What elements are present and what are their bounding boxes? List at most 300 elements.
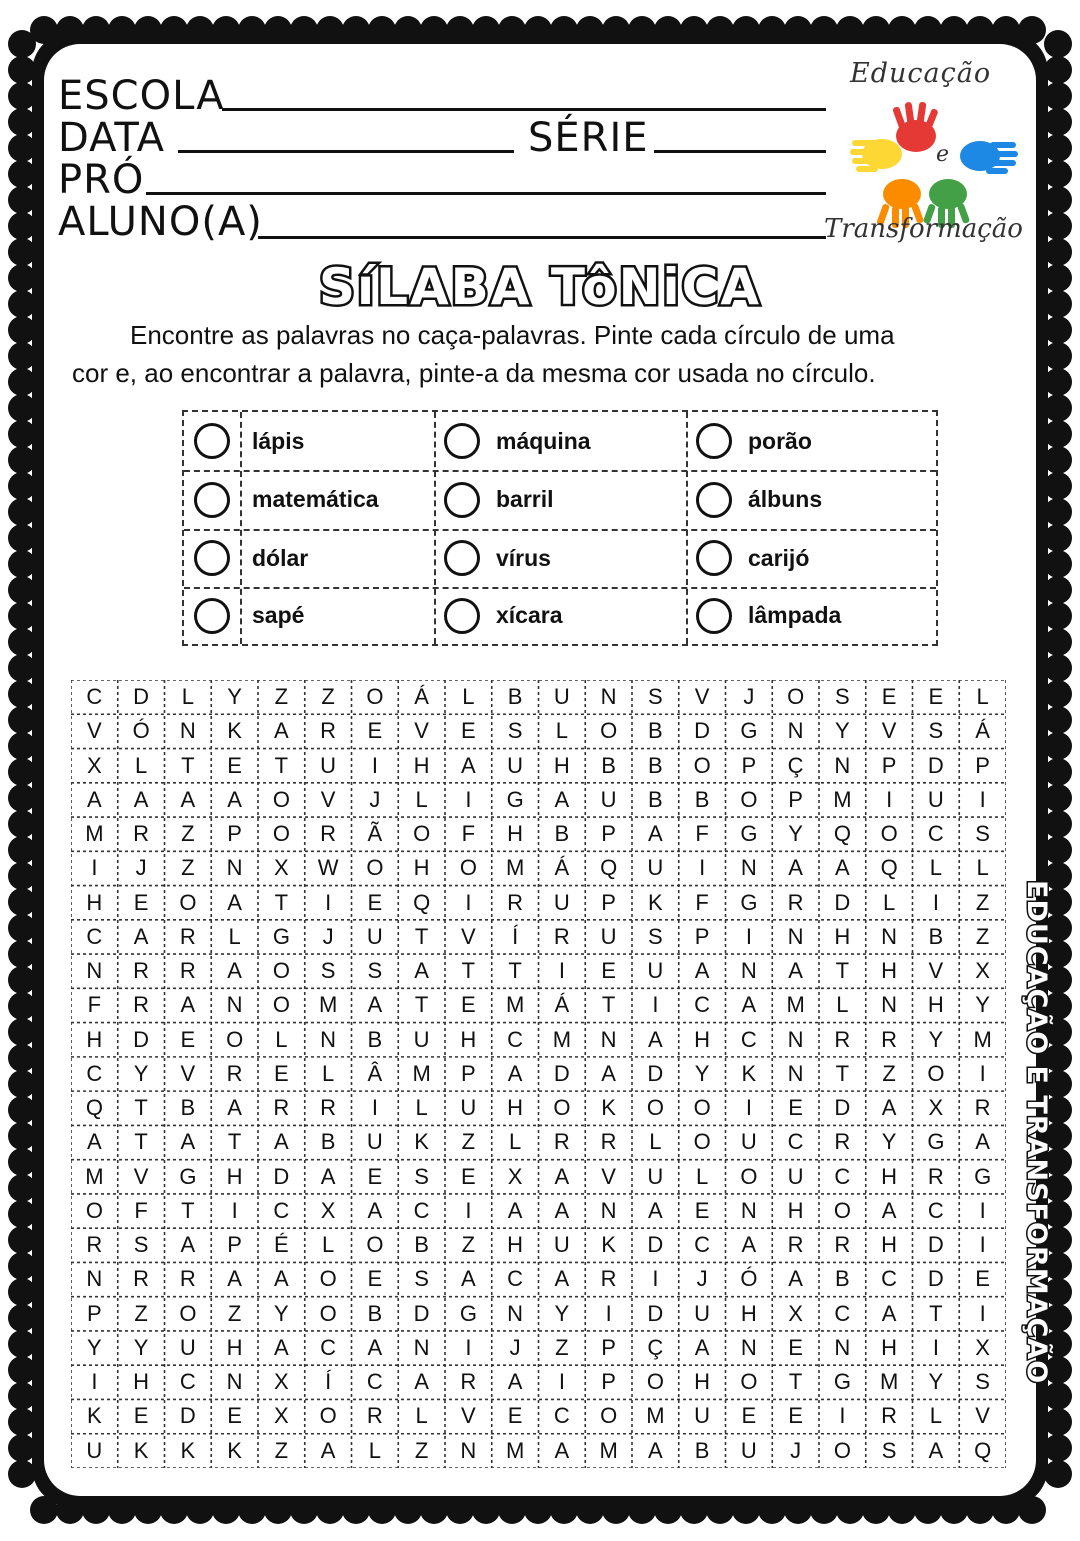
grid-letter[interactable]: G xyxy=(179,1163,197,1189)
grid-letter[interactable]: E xyxy=(975,1266,990,1292)
grid-letter[interactable]: L xyxy=(415,1403,428,1429)
grid-letter[interactable]: M xyxy=(505,1437,525,1463)
grid-letter[interactable]: D xyxy=(647,1300,664,1326)
grid-letter[interactable]: O xyxy=(927,1060,945,1086)
grid-letter[interactable]: X xyxy=(975,958,990,984)
grid-letter[interactable]: B xyxy=(414,1232,429,1258)
color-circle[interactable] xyxy=(696,598,732,634)
grid-letter[interactable]: M xyxy=(85,821,104,847)
grid-letter[interactable]: V xyxy=(881,718,897,744)
grid-letter[interactable]: T xyxy=(134,1095,148,1121)
grid-letter[interactable]: I xyxy=(979,786,986,812)
grid-letter[interactable]: B xyxy=(648,718,663,744)
grid-letter[interactable]: E xyxy=(461,718,476,744)
grid-letter[interactable]: O xyxy=(366,684,384,709)
grid-letter[interactable]: U xyxy=(740,1129,757,1155)
grid-letter[interactable]: J xyxy=(743,684,755,709)
grid-letter[interactable]: H xyxy=(460,1026,477,1052)
grid-letter[interactable]: Ã xyxy=(367,821,383,847)
grid-letter[interactable]: R xyxy=(881,1026,898,1052)
grid-letter[interactable]: H xyxy=(226,1334,243,1360)
grid-letter[interactable]: Ó xyxy=(740,1266,758,1292)
grid-letter[interactable]: A xyxy=(180,786,196,812)
grid-letter[interactable]: A xyxy=(554,1163,570,1189)
grid-letter[interactable]: N xyxy=(320,1026,337,1052)
grid-letter[interactable]: O xyxy=(226,1026,244,1052)
grid-letter[interactable]: S xyxy=(367,958,383,984)
grid-letter[interactable]: O xyxy=(272,958,290,984)
color-circle[interactable] xyxy=(444,482,480,518)
grid-letter[interactable]: S xyxy=(414,1266,429,1292)
grid-letter[interactable]: Z xyxy=(134,1300,148,1326)
grid-letter[interactable]: A xyxy=(881,1095,897,1121)
grid-letter[interactable]: Z xyxy=(227,1300,242,1326)
grid-letter[interactable]: Z xyxy=(321,684,335,709)
grid-letter[interactable]: Y xyxy=(881,1129,897,1155)
grid-letter[interactable]: A xyxy=(461,1266,476,1292)
grid-letter[interactable]: R xyxy=(179,958,196,984)
grid-letter[interactable]: U xyxy=(740,1437,757,1463)
color-circle[interactable] xyxy=(194,540,230,576)
grid-letter[interactable]: R xyxy=(460,1369,477,1395)
grid-letter[interactable]: A xyxy=(227,958,242,984)
grid-letter[interactable]: Z xyxy=(414,1437,429,1463)
grid-letter[interactable]: A xyxy=(601,1060,616,1086)
grid-letter[interactable]: E xyxy=(367,889,383,915)
grid-letter[interactable]: U xyxy=(320,752,337,778)
grid-letter[interactable]: P xyxy=(741,752,757,778)
grid-letter[interactable]: Z xyxy=(274,684,289,709)
grid-letter[interactable]: A xyxy=(975,1129,990,1155)
grid-letter[interactable]: C xyxy=(834,1163,851,1189)
grid-letter[interactable]: U xyxy=(647,1163,664,1189)
color-circle[interactable] xyxy=(444,540,480,576)
grid-letter[interactable]: S xyxy=(835,684,850,709)
grid-letter[interactable]: E xyxy=(694,1197,710,1223)
grid-letter[interactable]: I xyxy=(91,855,98,881)
grid-letter[interactable]: N xyxy=(787,718,804,744)
grid-letter[interactable]: A xyxy=(648,1197,663,1223)
grid-letter[interactable]: E xyxy=(274,1060,289,1086)
grid-letter[interactable]: O xyxy=(880,821,898,847)
grid-letter[interactable]: A xyxy=(694,1334,710,1360)
grid-letter[interactable]: O xyxy=(740,1369,758,1395)
grid-letter[interactable]: H xyxy=(881,1163,898,1189)
grid-letter[interactable]: E xyxy=(741,1403,757,1429)
grid-letter[interactable]: H xyxy=(881,1334,898,1360)
grid-letter[interactable]: Í xyxy=(325,1369,332,1395)
grid-letter[interactable]: A xyxy=(274,1266,289,1292)
grid-letter[interactable]: R xyxy=(553,1129,570,1155)
grid-letter[interactable]: I xyxy=(839,1403,846,1429)
grid-letter[interactable]: G xyxy=(833,1369,851,1395)
grid-letter[interactable]: A xyxy=(367,992,383,1018)
grid-letter[interactable]: C xyxy=(507,1026,524,1052)
grid-letter[interactable]: U xyxy=(553,1232,570,1258)
color-circle[interactable] xyxy=(444,598,480,634)
grid-letter[interactable]: Y xyxy=(694,1060,710,1086)
grid-letter[interactable]: X xyxy=(87,752,102,778)
grid-letter[interactable]: L xyxy=(836,992,849,1018)
grid-letter[interactable]: R xyxy=(834,1129,851,1155)
grid-letter[interactable]: L xyxy=(368,1437,381,1463)
grid-letter[interactable]: M xyxy=(318,992,338,1018)
grid-letter[interactable]: D xyxy=(273,1163,290,1189)
grid-letter[interactable]: N xyxy=(787,1026,804,1052)
grid-letter[interactable]: S xyxy=(648,923,663,949)
grid-letter[interactable]: R xyxy=(133,821,150,847)
word-item-dolar[interactable] xyxy=(184,529,434,587)
grid-letter[interactable]: U xyxy=(694,1403,711,1429)
word-item-barril[interactable] xyxy=(434,470,686,529)
grid-letter[interactable]: P xyxy=(601,889,616,915)
grid-letter[interactable]: N xyxy=(507,1300,524,1326)
grid-letter[interactable]: C xyxy=(927,821,944,847)
grid-letter[interactable]: U xyxy=(647,958,664,984)
grid-letter[interactable]: L xyxy=(415,786,428,812)
grid-letter[interactable]: K xyxy=(180,1437,196,1463)
grid-letter[interactable]: I xyxy=(465,889,472,915)
grid-letter[interactable]: B xyxy=(928,923,944,949)
color-circle[interactable] xyxy=(696,423,732,459)
grid-letter[interactable]: I xyxy=(605,1300,612,1326)
grid-letter[interactable]: E xyxy=(367,718,383,744)
grid-letter[interactable]: M xyxy=(552,1026,572,1052)
word-item-lapis[interactable] xyxy=(184,412,434,470)
grid-letter[interactable]: V xyxy=(414,718,429,744)
grid-letter[interactable]: O xyxy=(787,684,805,709)
grid-letter[interactable]: E xyxy=(367,1163,383,1189)
grid-letter[interactable]: M xyxy=(786,992,805,1018)
grid-letter[interactable]: K xyxy=(227,718,242,744)
grid-letter[interactable]: Z xyxy=(181,855,195,881)
grid-letter[interactable]: Y xyxy=(87,1334,102,1360)
grid-letter[interactable]: C xyxy=(413,1197,430,1223)
grid-letter[interactable]: A xyxy=(414,958,429,984)
grid-letter[interactable]: S xyxy=(320,958,336,984)
grid-letter[interactable]: A xyxy=(741,1232,757,1258)
grid-letter[interactable]: I xyxy=(979,1197,986,1223)
grid-letter[interactable]: A xyxy=(274,1334,289,1360)
grid-letter[interactable]: K xyxy=(414,1129,429,1155)
grid-letter[interactable]: H xyxy=(694,1026,711,1052)
grid-letter[interactable]: O xyxy=(366,1232,384,1258)
grid-letter[interactable]: E xyxy=(788,1095,803,1121)
grid-letter[interactable]: Q xyxy=(974,1437,992,1463)
grid-letter[interactable]: P xyxy=(227,821,242,847)
grid-letter[interactable]: R xyxy=(600,1266,617,1292)
grid-letter[interactable]: R xyxy=(179,1266,196,1292)
grid-letter[interactable]: W xyxy=(317,855,339,881)
grid-letter[interactable]: L xyxy=(929,855,942,881)
grid-letter[interactable]: X xyxy=(975,1334,990,1360)
grid-letter[interactable]: A xyxy=(87,1129,102,1155)
grid-letter[interactable]: U xyxy=(366,923,383,949)
grid-letter[interactable]: R xyxy=(133,992,150,1018)
grid-letter[interactable]: D xyxy=(834,889,851,915)
grid-letter[interactable]: N xyxy=(86,958,103,984)
grid-letter[interactable]: H xyxy=(86,889,103,915)
grid-letter[interactable]: I xyxy=(932,889,939,915)
grid-letter[interactable]: R xyxy=(881,1403,898,1429)
grid-letter[interactable]: A xyxy=(507,1060,523,1086)
grid-letter[interactable]: F xyxy=(695,889,709,915)
word-item-albuns[interactable] xyxy=(686,470,938,529)
grid-letter[interactable]: Z xyxy=(181,821,195,847)
grid-letter[interactable]: U xyxy=(86,1437,103,1463)
grid-letter[interactable]: K xyxy=(227,1437,242,1463)
grid-letter[interactable]: Á xyxy=(554,992,570,1018)
grid-letter[interactable]: F xyxy=(134,1197,148,1223)
grid-letter[interactable]: U xyxy=(507,752,524,778)
grid-letter[interactable]: N xyxy=(740,1197,757,1223)
grid-letter[interactable]: P xyxy=(601,1369,616,1395)
grid-letter[interactable]: U xyxy=(553,684,570,709)
grid-letter[interactable]: Y xyxy=(227,684,242,709)
grid-letter[interactable]: Z xyxy=(975,923,990,949)
grid-letter[interactable]: H xyxy=(507,1232,524,1258)
grid-letter[interactable]: G xyxy=(459,1300,477,1326)
word-item-maquina[interactable] xyxy=(434,412,686,470)
grid-letter[interactable]: J xyxy=(696,1266,708,1292)
grid-letter[interactable]: Y xyxy=(975,992,990,1018)
grid-letter[interactable]: A xyxy=(180,1129,196,1155)
grid-letter[interactable]: H xyxy=(787,1197,804,1223)
grid-letter[interactable]: B xyxy=(601,752,616,778)
grid-letter[interactable]: X xyxy=(274,855,289,881)
grid-letter[interactable]: C xyxy=(834,1300,851,1326)
grid-letter[interactable]: P xyxy=(87,1300,102,1326)
grid-letter[interactable]: C xyxy=(927,1197,944,1223)
grid-letter[interactable]: Á xyxy=(975,718,990,744)
grid-letter[interactable]: T xyxy=(134,1129,148,1155)
grid-letter[interactable]: N xyxy=(86,1266,103,1292)
grid-letter[interactable]: A xyxy=(507,1197,523,1223)
grid-letter[interactable]: J xyxy=(790,1437,802,1463)
grid-letter[interactable]: L xyxy=(228,923,241,949)
grid-letter[interactable]: A xyxy=(367,1334,383,1360)
grid-letter[interactable]: A xyxy=(414,1369,429,1395)
grid-letter[interactable]: I xyxy=(465,1334,472,1360)
grid-letter[interactable]: Z xyxy=(461,1129,476,1155)
grid-letter[interactable]: N xyxy=(881,992,898,1018)
grid-letter[interactable]: O xyxy=(272,786,290,812)
grid-letter[interactable]: A xyxy=(788,958,803,984)
grid-letter[interactable]: N xyxy=(226,855,243,881)
grid-letter[interactable]: C xyxy=(694,1232,711,1258)
grid-letter[interactable]: A xyxy=(554,1437,570,1463)
grid-letter[interactable]: C xyxy=(273,1197,290,1223)
grid-letter[interactable]: P xyxy=(694,923,710,949)
grid-letter[interactable]: B xyxy=(694,786,710,812)
grid-letter[interactable]: S xyxy=(881,1437,897,1463)
grid-letter[interactable]: L xyxy=(322,1232,335,1258)
grid-letter[interactable]: N xyxy=(460,1437,477,1463)
grid-letter[interactable]: P xyxy=(601,1334,616,1360)
grid-letter[interactable]: H xyxy=(740,1300,757,1326)
grid-letter[interactable]: B xyxy=(648,752,663,778)
grid-letter[interactable]: O xyxy=(740,1163,758,1189)
grid-letter[interactable]: C xyxy=(86,923,103,949)
grid-letter[interactable]: A xyxy=(133,786,149,812)
grid-letter[interactable]: D xyxy=(179,1403,196,1429)
grid-letter[interactable]: O xyxy=(459,855,477,881)
grid-letter[interactable]: D xyxy=(133,684,150,709)
grid-letter[interactable]: N xyxy=(740,855,757,881)
grid-letter[interactable]: B xyxy=(648,786,663,812)
grid-letter[interactable]: I xyxy=(886,786,893,812)
grid-letter[interactable]: R xyxy=(834,1026,851,1052)
grid-letter[interactable]: N xyxy=(600,1197,617,1223)
grid-letter[interactable]: G xyxy=(927,1129,945,1155)
grid-letter[interactable]: A xyxy=(788,855,803,881)
grid-letter[interactable]: V xyxy=(87,718,102,744)
grid-letter[interactable]: L xyxy=(322,1060,335,1086)
grid-letter[interactable]: E xyxy=(133,1403,149,1429)
grid-letter[interactable]: S xyxy=(928,718,944,744)
grid-letter[interactable]: R xyxy=(226,1060,243,1086)
grid-letter[interactable]: A xyxy=(694,958,710,984)
grid-letter[interactable]: U xyxy=(179,1334,196,1360)
grid-letter[interactable]: L xyxy=(181,684,194,709)
grid-letter[interactable]: R xyxy=(927,1163,944,1189)
grid-letter[interactable]: A xyxy=(928,1437,944,1463)
grid-letter[interactable]: F xyxy=(87,992,102,1018)
grid-letter[interactable]: P xyxy=(461,1060,476,1086)
grid-letter[interactable]: J xyxy=(322,923,334,949)
grid-letter[interactable]: T xyxy=(414,992,429,1018)
grid-letter[interactable]: G xyxy=(974,1163,992,1189)
grid-letter[interactable]: C xyxy=(86,684,103,709)
grid-letter[interactable]: H xyxy=(413,752,430,778)
word-item-virus[interactable] xyxy=(434,529,686,587)
grid-letter[interactable]: M xyxy=(412,1060,431,1086)
grid-letter[interactable]: V xyxy=(975,1403,990,1429)
grid-letter[interactable]: Z xyxy=(975,889,990,915)
grid-letter[interactable]: M xyxy=(833,786,852,812)
grid-letter[interactable]: U xyxy=(553,889,570,915)
grid-letter[interactable]: T xyxy=(181,752,195,778)
grid-letter[interactable]: E xyxy=(788,1403,803,1429)
grid-letter[interactable]: Z xyxy=(555,1334,569,1360)
grid-letter[interactable]: X xyxy=(274,1403,289,1429)
grid-letter[interactable]: L xyxy=(976,855,989,881)
grid-letter[interactable]: I xyxy=(231,1197,238,1223)
grid-letter[interactable]: T xyxy=(835,958,850,984)
grid-letter[interactable]: A xyxy=(320,1163,336,1189)
grid-letter[interactable]: C xyxy=(881,1266,898,1292)
grid-letter[interactable]: H xyxy=(881,1232,898,1258)
grid-letter[interactable]: N xyxy=(226,992,243,1018)
grid-letter[interactable]: O xyxy=(366,855,384,881)
grid-letter[interactable]: M xyxy=(646,1403,665,1429)
grid-letter[interactable]: J xyxy=(369,786,381,812)
grid-letter[interactable]: S xyxy=(648,684,663,709)
grid-letter[interactable]: Q xyxy=(413,889,431,915)
word-item-carijo[interactable] xyxy=(686,529,938,587)
grid-letter[interactable]: R xyxy=(86,1232,103,1258)
grid-letter[interactable]: L xyxy=(883,889,896,915)
grid-letter[interactable]: A xyxy=(227,786,242,812)
grid-letter[interactable]: K xyxy=(133,1437,149,1463)
grid-letter[interactable]: Y xyxy=(554,1300,570,1326)
grid-letter[interactable]: R xyxy=(600,1129,617,1155)
grid-letter[interactable]: H xyxy=(226,1163,243,1189)
grid-letter[interactable]: I xyxy=(465,1197,472,1223)
grid-letter[interactable]: U xyxy=(366,1129,383,1155)
grid-letter[interactable]: O xyxy=(85,1197,103,1223)
grid-letter[interactable]: E xyxy=(461,992,476,1018)
grid-letter[interactable]: A xyxy=(648,1437,663,1463)
grid-letter[interactable]: O xyxy=(833,1437,851,1463)
grid-letter[interactable]: V xyxy=(928,958,944,984)
word-item-xicara[interactable] xyxy=(434,587,686,644)
grid-letter[interactable]: T xyxy=(274,889,289,915)
grid-letter[interactable]: O xyxy=(272,992,290,1018)
grid-letter[interactable]: U xyxy=(927,786,944,812)
grid-letter[interactable]: N xyxy=(179,718,196,744)
grid-letter[interactable]: T xyxy=(788,1369,803,1395)
word-item-sape[interactable] xyxy=(184,587,434,644)
grid-letter[interactable]: T xyxy=(181,1197,195,1223)
grid-letter[interactable]: R xyxy=(366,1403,383,1429)
grid-letter[interactable]: O xyxy=(179,1300,197,1326)
grid-letter[interactable]: I xyxy=(932,1334,939,1360)
grid-letter[interactable]: Q xyxy=(833,821,851,847)
grid-letter[interactable]: E xyxy=(227,752,242,778)
grid-letter[interactable]: H xyxy=(553,752,570,778)
grid-letter[interactable]: O xyxy=(740,786,758,812)
grid-letter[interactable]: R xyxy=(787,889,804,915)
grid-letter[interactable]: N xyxy=(787,1060,804,1086)
grid-letter[interactable]: V xyxy=(320,786,336,812)
grid-letter[interactable]: R xyxy=(787,1232,804,1258)
grid-letter[interactable]: R xyxy=(320,1095,337,1121)
grid-letter[interactable]: O xyxy=(179,889,197,915)
grid-letter[interactable]: I xyxy=(91,1369,98,1395)
grid-letter[interactable]: G xyxy=(272,923,290,949)
grid-letter[interactable]: X xyxy=(788,1300,803,1326)
grid-letter[interactable]: N xyxy=(881,923,898,949)
grid-letter[interactable]: Â xyxy=(367,1060,383,1086)
grid-letter[interactable]: M xyxy=(879,1369,899,1395)
grid-letter[interactable]: I xyxy=(745,1095,752,1121)
word-item-porao[interactable] xyxy=(686,412,938,470)
grid-letter[interactable]: T xyxy=(414,923,429,949)
grid-letter[interactable]: B xyxy=(367,1026,383,1052)
grid-letter[interactable]: Z xyxy=(882,1060,896,1086)
grid-letter[interactable]: D xyxy=(927,1266,944,1292)
word-item-lampada[interactable] xyxy=(686,587,938,644)
color-circle[interactable] xyxy=(444,423,480,459)
grid-letter[interactable]: O xyxy=(646,1095,664,1121)
grid-letter[interactable]: G xyxy=(740,821,758,847)
grid-letter[interactable]: Z xyxy=(461,1232,476,1258)
grid-letter[interactable]: A xyxy=(180,1232,196,1258)
grid-letter[interactable]: O xyxy=(693,1129,711,1155)
grid-letter[interactable]: G xyxy=(740,889,758,915)
grid-letter[interactable]: Á xyxy=(414,684,429,709)
grid-letter[interactable]: H xyxy=(927,992,944,1018)
color-circle[interactable] xyxy=(194,482,230,518)
grid-letter[interactable]: T xyxy=(227,1129,242,1155)
grid-letter[interactable]: S xyxy=(414,1163,429,1189)
grid-letter[interactable]: I xyxy=(652,992,659,1018)
grid-letter[interactable]: L xyxy=(696,1163,709,1189)
grid-letter[interactable]: V xyxy=(133,1163,149,1189)
color-circle[interactable] xyxy=(194,423,230,459)
grid-letter[interactable]: R xyxy=(133,958,150,984)
